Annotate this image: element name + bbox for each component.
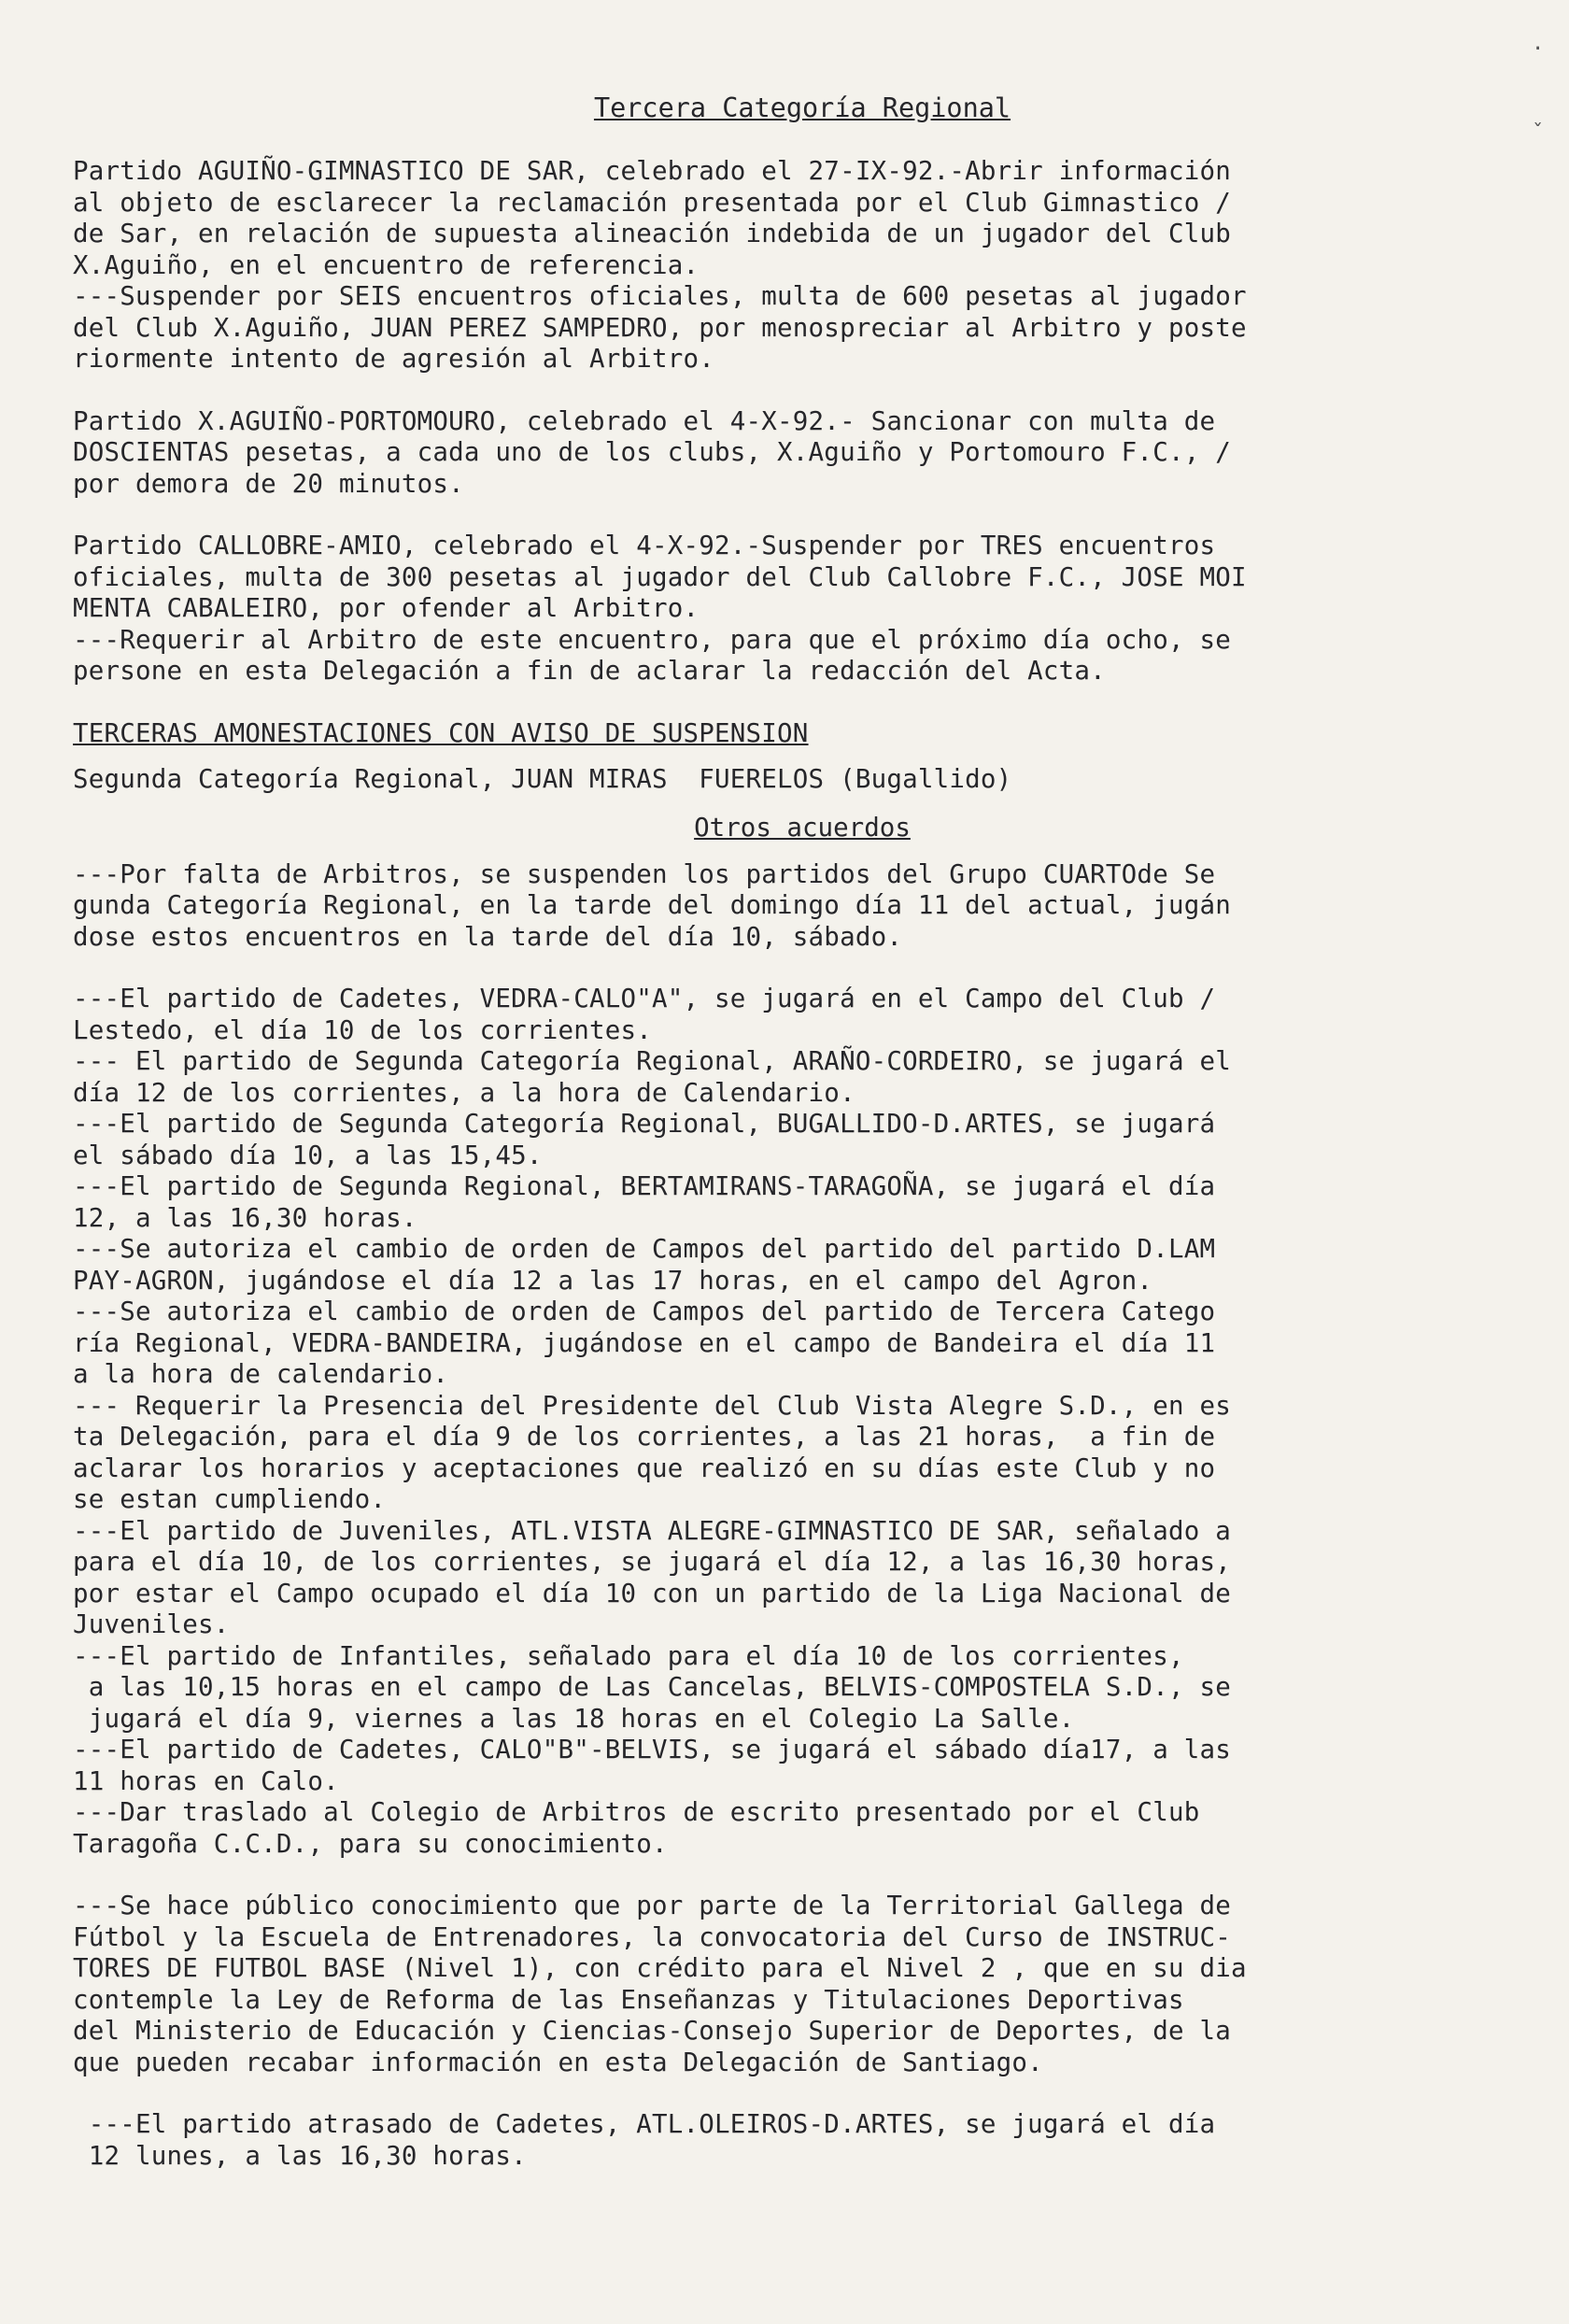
paragraph-falta-arbitros (73, 859, 1532, 954)
text-line: ---Se hace público conocimiento que por parte de la Territorial Gallega de (73, 1891, 1231, 1920)
paragraph-partido-atrasado (73, 2109, 1532, 2172)
page-title: Tercera Categoría Regional (593, 92, 1011, 123)
text-line: que pueden recabar información en esta Delegación de Santiago. (73, 2047, 1043, 2077)
text-line: día 12 de los corrientes, a la hora de Calendario. (73, 1077, 855, 1108)
text-line: ---El partido de Cadetes, VEDRA-CALO"A", se jugará en el Campo del Club / (73, 984, 1216, 1013)
text-line: Lestedo, el día 10 de los corrientes. (73, 1014, 652, 1045)
text-line: Partido X.AGUIÑO-PORTOMOURO, celebrado el 4-X-92.- Sancionar con multa de (73, 405, 1216, 436)
text-line: Fútbol y la Escuela de Entrenadores, la convocatoria del Curso de INSTRUC- (73, 1921, 1231, 1952)
text-line: jugará el día 9, viernes a las 18 horas en el Colegio La Salle. (73, 1703, 1075, 1734)
text-line: X.Aguiño, en el encuentro de referencia. (73, 249, 700, 280)
text-line: --- Requerir la Presencia del Presidente del Club Vista Alegre S.D., en es (73, 1390, 1231, 1421)
text-line: por demora de 20 minutos. (73, 468, 464, 499)
text-line: ría Regional, VEDRA-BANDEIRA, jugándose en el campo de Bandeira el día 11 (73, 1327, 1216, 1358)
text-line: riormente intento de agresión al Arbitro. (73, 344, 715, 374)
text-line: se estan cumpliendo. (73, 1484, 387, 1514)
text-line: ---Se autoriza el cambio de orden de Campos del partido de Tercera Catego (73, 1297, 1216, 1326)
text-line: ---El partido de Segunda Categoría Regional, BUGALLIDO-D.ARTES, se jugará (73, 1109, 1216, 1139)
text-line: Segunda Categoría Regional, JUAN MIRAS FUERELOS (Bugallido) (73, 764, 1012, 794)
text-line: ---Por falta de Arbitros, se suspenden los partidos del Grupo CUARTOde Se (73, 858, 1216, 889)
paragraph-aguino-gimnastico (73, 156, 1532, 376)
text-line: del Ministerio de Educación y Ciencias-Consejo Superior de Deportes, de la (73, 2016, 1231, 2046)
text-line: Juveniles. (73, 1609, 230, 1639)
text-line: ---El partido de Infantiles, señalado para el día 10 de los corrientes, (73, 1640, 1184, 1671)
text-line: ---Requerir al Arbitro de este encuentro, para que el próximo día ocho, se (73, 624, 1231, 655)
margin-mark: · (1532, 37, 1545, 61)
text-line: Partido CALLOBRE-AMIO, celebrado el 4-X-92.-Suspender por TRES encuentros (73, 531, 1216, 560)
text-line: a las 10,15 horas en el campo de Las Cancelas, BELVIS-COMPOSTELA S.D., se (73, 1672, 1231, 1702)
text-line: el sábado día 10, a las 15,45. (73, 1140, 543, 1170)
text-line: por estar el Campo ocupado el día 10 con un partido de la Liga Nacional de (73, 1578, 1231, 1608)
text-line: 12, a las 16,30 horas. (73, 1202, 417, 1233)
paragraph-callobre-amio (73, 531, 1532, 687)
text-line: ---El partido de Segunda Regional, BERTAMIRANS-TARAGOÑA, se jugará el día (73, 1171, 1216, 1201)
text-line: contemple la Ley de Reforma de las Enseñanzas y Titulaciones Deportivas (73, 1984, 1184, 2015)
text-line: Partido AGUIÑO-GIMNASTICO DE SAR, celebrado el 27-IX-92.-Abrir información (73, 156, 1231, 186)
text-line: oficiales, multa de 300 pesetas al jugador del Club Callobre F.C., JOSE MOI (73, 561, 1247, 592)
text-line: MENTA CABALEIRO, por ofender al Arbitro. (73, 593, 700, 623)
text-line: de Sar, en relación de supuesta alineación indebida de un jugador del Club (73, 219, 1231, 248)
text-line: PAY-AGRON, jugándose el día 12 a las 17 horas, en el campo del Agron. (73, 1265, 1153, 1296)
text-line: ---Dar traslado al Colegio de Arbitros de escrito presentado por el Club (73, 1797, 1200, 1827)
text-line: ta Delegación, para el día 9 de los corrientes, a las 21 horas, a fin de (73, 1422, 1216, 1452)
section-heading-amonestaciones: TERCERAS AMONESTACIONES CON AVISO DE SUSPENSION (73, 717, 809, 748)
text-line: al objeto de esclarecer la reclamación presentada por el Club Gimnastico / (73, 187, 1231, 218)
text-line: del Club X.Aguiño, JUAN PEREZ SAMPEDRO, por menospreciar al Arbitro y poste (73, 312, 1247, 343)
section-heading-otros-acuerdos: Otros acuerdos (694, 812, 911, 843)
text-line: ---Suspender por SEIS encuentros oficiales, multa de 600 pesetas al jugador (73, 281, 1247, 311)
text-line: aclarar los horarios y aceptaciones que realizó en su días este Club y no (73, 1452, 1216, 1483)
paragraph-aguino-portomouro (73, 406, 1532, 501)
text-line: TORES DE FUTBOL BASE (Nivel 1), con crédito para el Nivel 2 , que en su dia (73, 1953, 1247, 1983)
text-line: Taragoña C.C.D., para su conocimiento. (73, 1828, 668, 1859)
text-line: dose estos encuentros en la tarde del día 10, sábado. (73, 921, 903, 952)
text-line: ---El partido de Cadetes, CALO"B"-BELVIS, se jugará el sábado día17, a las (73, 1735, 1231, 1764)
text-line: para el día 10, de los corrientes, se jugará el día 12, a las 16,30 horas, (73, 1547, 1231, 1577)
margin-mark: ˇ (1532, 121, 1545, 145)
text-line: --- El partido de Segunda Categoría Regional, ARAÑO-CORDEIRO, se jugará el (73, 1046, 1231, 1076)
text-line: persone en esta Delegación a fin de aclarar la redacción del Acta. (73, 656, 1106, 686)
text-line: 11 horas en Calo. (73, 1765, 339, 1796)
text-line: ---Se autoriza el cambio de orden de Campos del partido del partido D.LAM (73, 1234, 1216, 1264)
text-line: gunda Categoría Regional, en la tarde del domingo día 11 del actual, jugán (73, 890, 1231, 920)
paragraph-curso-instructores (73, 1891, 1532, 2078)
text-line: ---El partido atrasado de Cadetes, ATL.OLEIROS-D.ARTES, se jugará el día (73, 2109, 1216, 2139)
text-line: ---El partido de Juveniles, ATL.VISTA ALEGRE-GIMNASTICO DE SAR, señalado a (73, 1515, 1231, 1546)
text-line: a la hora de calendario. (73, 1359, 449, 1389)
paragraph-partidos (73, 984, 1532, 1860)
text-line: 12 lunes, a las 16,30 horas. (73, 2140, 527, 2171)
text-line: DOSCIENTAS pesetas, a cada uno de los clubs, X.Aguiño y Portomouro F.C., / (73, 437, 1231, 467)
